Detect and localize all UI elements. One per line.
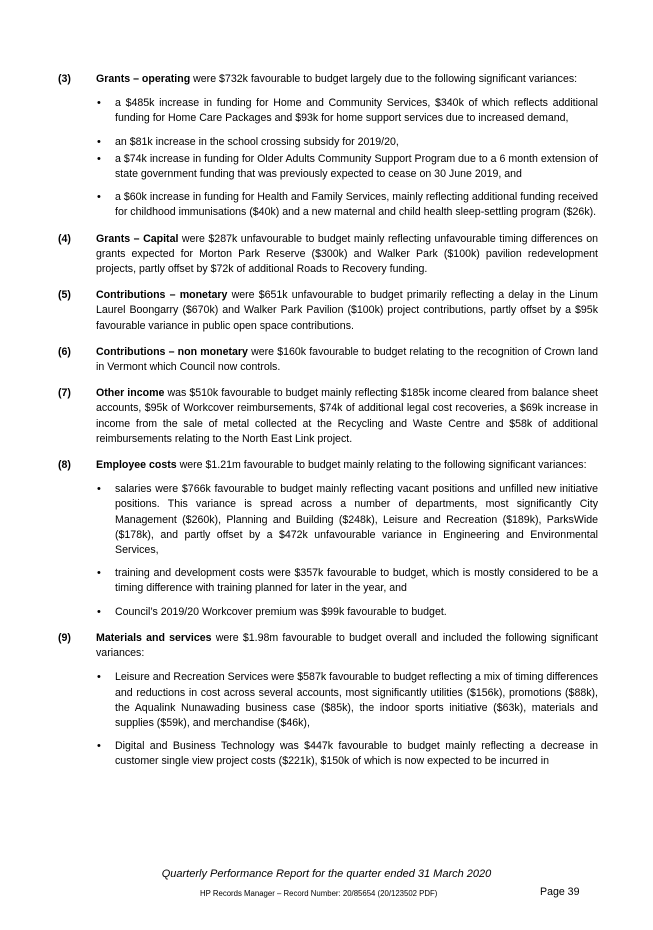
list-item: • Leisure and Recreation Services were $587k favourable to budget reflecting a mix of timing differences and reductions in cost across several accounts, most significantly utilities ($156k), promotions ($88k), the Aqualink Nunawading business case ($85k), the indoor sports initiative ($63k), materials and supplies ($59k), and merchandise ($46k), — [96, 670, 598, 731]
item-text: were $651k unfavourable to budget primarily reflecting a delay in the Linum Laurel Boongarry ($670k) and Walker Park Pavilion ($100k) project contributions, partly offset by a $95k favourable variance in public open space contributions. — [96, 289, 598, 332]
item-heading: Grants – operating — [96, 73, 191, 85]
item-heading: Contributions – monetary — [96, 289, 228, 302]
item-heading: Grants – Capital — [96, 232, 179, 245]
item-text: were $732k favourable to budget largely due to the following significant variances: — [190, 73, 578, 85]
list-item: • Digital and Business Technology was $447k favourable to budget mainly reflecting a decrease in customer single view project costs ($221k), $150k of which is now expected to be incurred in — [96, 739, 598, 769]
item-number: (7) — [58, 387, 71, 400]
footer-record-number: HP Records Manager – Record Number: 20/85654 (20/123502 PDF) — [200, 889, 438, 898]
list-item: • salaries were $766k favourable to budget mainly reflecting vacant positions and unfilled new initiative positions. This variance is spread across a number of departments, most significantly City Management ($260k), Planning and Building ($248k), Leisure and Recreation ($189k), ParksWide ($178k), and partly offset by a $472k unfavourable variance in Engineering and Environmental Services, — [96, 482, 598, 558]
item-number: (6) — [58, 345, 71, 358]
list-item: • a $74k increase in funding for Older Adults Community Support Program due to a 6 month extension of state government funding that was previously expected to cease on 30 June 2019, and — [96, 152, 598, 182]
list-item: • a $485k increase in funding for Home and Community Services, $340k of which reflects additional funding for Home Care Packages and $93k for home support services due to increased demand, — [96, 96, 598, 126]
list-item: • training and development costs were $357k favourable to budget, which is mostly considered to be a timing difference with training planned for later in the year, and — [96, 566, 598, 596]
item-heading: Other income — [96, 387, 165, 400]
item-heading: Materials and services — [96, 631, 212, 644]
item-heading: Contributions – non monetary — [96, 345, 248, 358]
variance-item-4 — [58, 232, 598, 278]
item-number: (5) — [58, 289, 71, 302]
item-text: were $1.98m favourable to budget overall and included the following significant variances: — [96, 631, 598, 660]
variance-item-9 — [58, 631, 598, 770]
item-text: were $287k unfavourable to budget mainly reflecting unfavourable timing differences on grants expected for Morton Park Reserve ($300k) and Walker Park ($100k) pavilion redevelopment projects, partly offset by $72k of additional Roads to Recovery funding. — [96, 232, 598, 276]
list-item: • an $81k increase in the school crossing subsidy for 2019/20, — [96, 135, 598, 150]
bullet-list — [96, 482, 598, 620]
item-text: was $510k favourable to budget mainly reflecting $185k income cleared from balance sheet accounts, $95k of Workcover reimbursements, $74k of additional legal cost recoveries, a $69k increase in income from the sale of metal collected at the Recycling and Waste Centre and $58k of additional reimbursements relating to the North East Link project. — [96, 387, 598, 445]
page-number: Page 39 — [540, 886, 580, 898]
variance-item-8 — [58, 458, 598, 620]
variance-item-5 — [58, 288, 598, 334]
item-text: were $160k favourable to budget relating to the recognition of Crown land in Vermont which Council now controls. — [96, 345, 598, 374]
list-item: • Council’s 2019/20 Workcover premium was $99k favourable to budget. — [96, 605, 598, 620]
item-number: (3) — [58, 73, 71, 85]
variance-item-7 — [58, 386, 598, 447]
list-item: • a $60k increase in funding for Health and Family Services, mainly reflecting additional funding received for childhood immunisations ($40k) and a new maternal and child health sleep-settling program ($26k). — [96, 190, 598, 220]
item-number: (9) — [58, 631, 71, 644]
footer-report-title: Quarterly Performance Report for the quarter ended 31 March 2020 — [161, 868, 492, 880]
variance-item-3 — [58, 72, 598, 221]
document-body — [58, 72, 598, 781]
item-text: were $1.21m favourable to budget mainly relating to the following significant variances: — [176, 459, 587, 472]
bullet-list — [96, 670, 598, 769]
bullet-list — [96, 96, 598, 220]
variance-item-6 — [58, 345, 598, 375]
item-heading: Employee costs — [96, 459, 177, 472]
item-number: (8) — [58, 459, 71, 472]
item-number: (4) — [58, 232, 71, 245]
